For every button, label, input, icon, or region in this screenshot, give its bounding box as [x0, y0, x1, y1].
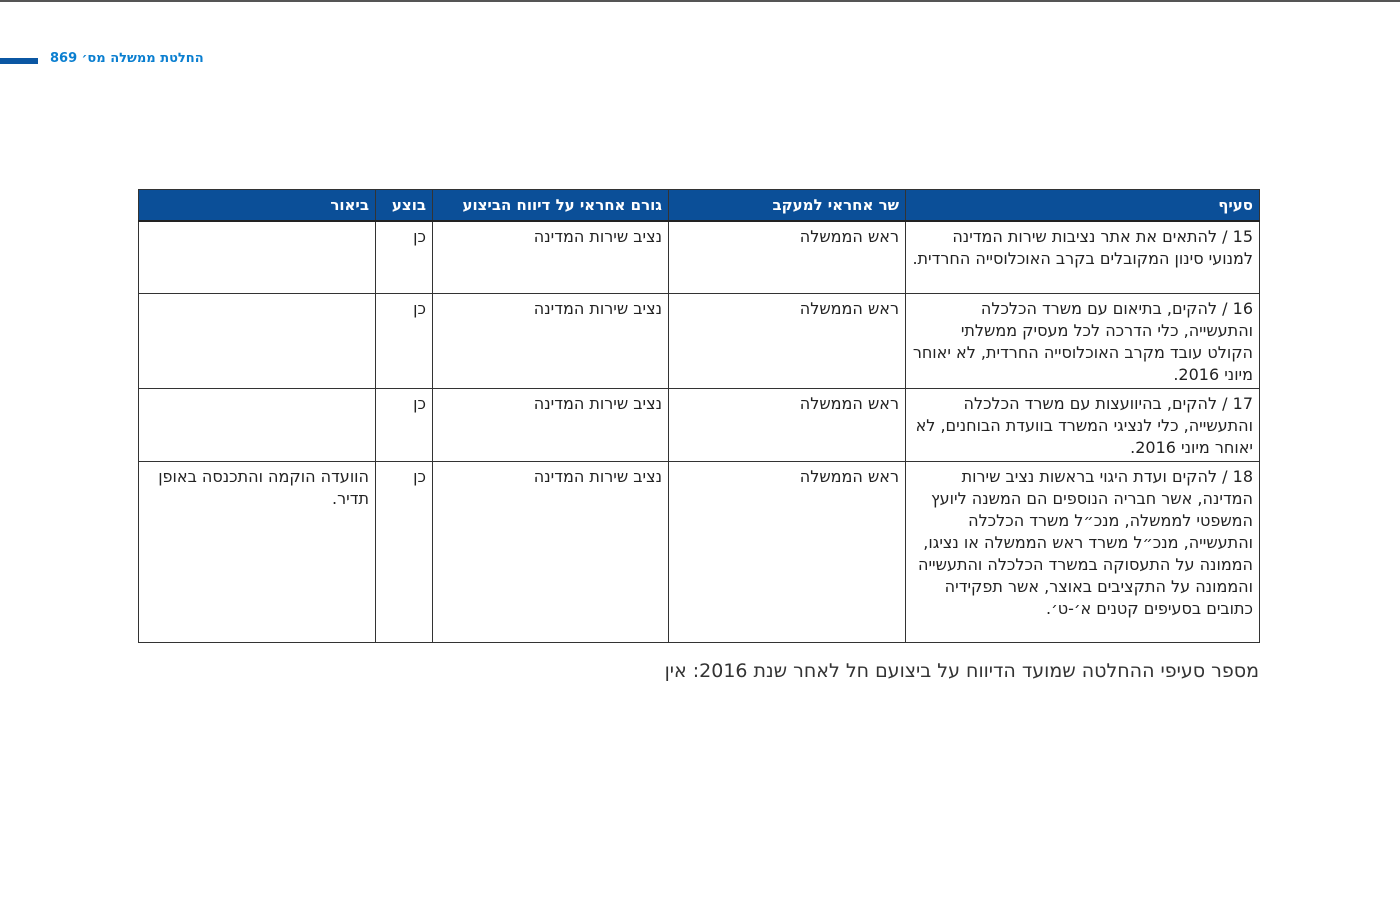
cell-done: כן: [376, 462, 433, 643]
page-header-title: החלטת ממשלה מס׳ 869: [50, 51, 204, 66]
cell-section: 17 / להקים, בהיוועצות עם משרד הכלכלה והתעשייה, כלי לנציגי המשרד בוועדת הבוחנים, לא יאוחר מיוני 2016.: [906, 389, 1260, 462]
decision-table-container: [138, 189, 1259, 643]
column-header-note: ביאור: [139, 190, 376, 222]
cell-done: כן: [376, 221, 433, 294]
column-header-section: סעיף: [906, 190, 1260, 222]
table-header-row: [139, 190, 1260, 222]
cell-section: 16 / להקים, בתיאום עם משרד הכלכלה והתעשייה, כלי הדרכה לכל מעסיק ממשלתי הקולט עובד מקרב האוכלוסייה החרדית, לא יאוחר מיוני 2016.: [906, 294, 1260, 389]
cell-minister: ראש הממשלה: [669, 221, 906, 294]
top-border-rule: [0, 0, 1400, 2]
cell-done: כן: [376, 389, 433, 462]
table-row: [139, 462, 1260, 643]
cell-note: [139, 294, 376, 389]
column-header-minister: שר אחראי למעקב: [669, 190, 906, 222]
summary-text: מספר סעיפי ההחלטה שמועד הדיווח על ביצועם חל לאחר שנת 2016: אין: [664, 660, 1259, 682]
cell-reporter: נציב שירות המדינה: [433, 462, 669, 643]
table-row: [139, 221, 1260, 294]
column-header-reporter: גורם אחראי על דיווח הביצוע: [433, 190, 669, 222]
header-accent-bar: [0, 58, 38, 64]
cell-note: [139, 389, 376, 462]
column-header-done: בוצע: [376, 190, 433, 222]
cell-minister: ראש הממשלה: [669, 389, 906, 462]
cell-reporter: נציב שירות המדינה: [433, 389, 669, 462]
decision-table: [138, 189, 1260, 643]
table-row: [139, 294, 1260, 389]
cell-done: כן: [376, 294, 433, 389]
cell-section: 18 / להקים ועדת היגוי בראשות נציב שירות המדינה, אשר חבריה הנוספים הם המשנה ליועץ המשפטי לממשלה, מנכ״ל משרד הכלכלה והתעשייה, מנכ״ל משרד ראש הממשלה או נציגו, הממונה על התעסוקה במשרד הכלכלה והתעשייה והממונה על התקציבים באוצר, אשר תפקידיה כתובים בסעיפים קטנים א׳-ט׳.: [906, 462, 1260, 643]
cell-reporter: נציב שירות המדינה: [433, 294, 669, 389]
cell-minister: ראש הממשלה: [669, 462, 906, 643]
cell-note: הוועדה הוקמה והתכנסה באופן תדיר.: [139, 462, 376, 643]
table-row: [139, 389, 1260, 462]
cell-minister: ראש הממשלה: [669, 294, 906, 389]
cell-section: 15 / להתאים את אתר נציבות שירות המדינה למנועי סינון המקובלים בקרב האוכלוסייה החרדית.: [906, 221, 1260, 294]
cell-note: [139, 221, 376, 294]
cell-reporter: נציב שירות המדינה: [433, 221, 669, 294]
